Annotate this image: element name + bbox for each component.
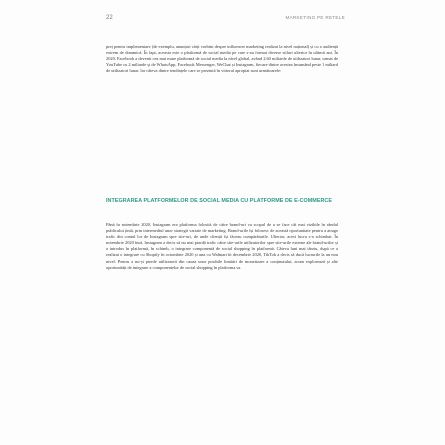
section-paragraph	[106, 222, 338, 412]
section-heading: INTEGRAREA PLATFORMELOR DE SOCIAL MEDIA CU PLATFORME DE E-COMMERCE	[106, 198, 333, 204]
running-header-title: MARKETING PE RETELE	[285, 15, 345, 20]
intro-text: preț pentru implementare (de exemplu, anunțuri cărți vorbim despre influencer marketing realizat la nivel național) și cu o audiență extrem de dinamică. În fapt, aceasta este o platformă de social media pe care s-au format diverse stiluri ulterior în ultimii ani. În 2020, Facebook a devenit cea mai mare platformă de social media la nivel global, având 2,60 miliarde de utilizatori lunar, urmat de YouTube cu 2 miliarde și de WhatsApp, Facebook Messenger, WeChat și Instagram, fiecare dintre acestea însumând peste 1 miliard de utilizatori lunar. Iar câteva dintre tendințele care se prezintă în viitorul apropiat sunt următoarele:	[106, 44, 338, 74]
page-number: 22	[106, 15, 113, 21]
running-head	[0, 15, 445, 27]
intro-paragraph	[106, 44, 338, 172]
section-text: Până în noiembrie 2020, Instagram era platforma folosită de către brand-uri cu scopul de a se face cât mai vizibile în rândul publicului țintă, prin intermediul unor strategii variate de marketing. Brand-urile își folosesc de această oportunitate pentru a atrage trafic din contul lor de Instagram spre site-uri, de unde clienții își făceau cumpărăturile. Ulterior, acest lucru s-a schimbat. În noiembrie 2020 însă, Instagram a decis să nu mai piardă trafic către site-urile utilizatorilor spre site-urile externe ale brand-urilor și a introdus în platformă, în schimb, o integrare componentă de social shopping în platformă. Câteva luni mai târziu, după ce a realizat o integrare cu Shopify în octombrie 2020 și una cu Walmart în decembrie 2020, TikTok a decis să ducă lucrurile la un nou nivel. Pentru a nu-și pierde utilizatorii din cauza unor posibile limitări de monetizare a conținutului, acum explorează și alte oportunități de integrare a componentelor de social shopping în platforma sa.	[106, 222, 338, 270]
